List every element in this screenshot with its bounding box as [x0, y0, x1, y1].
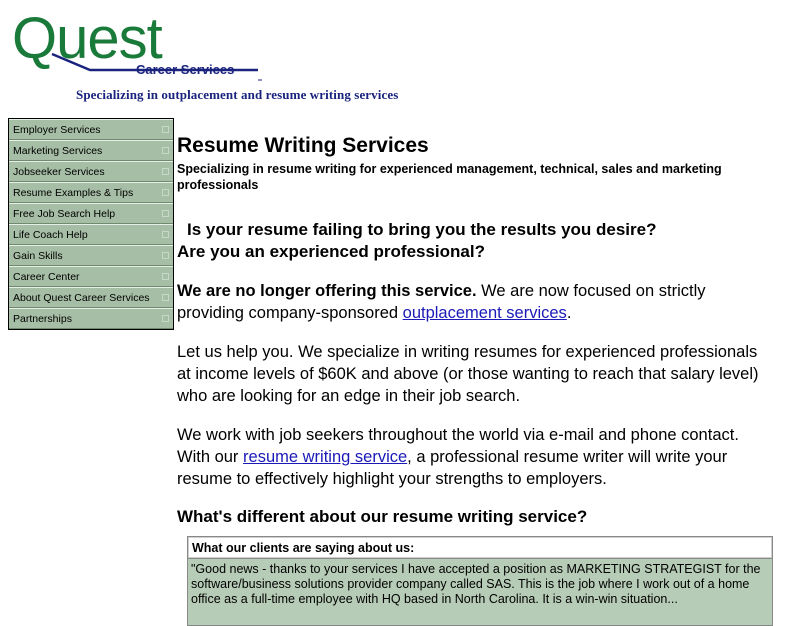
testimonial-box	[187, 536, 773, 626]
nav-item-label: Free Job Search Help	[13, 207, 116, 220]
nav-item-gain-skills[interactable]	[9, 245, 173, 266]
nav-item-label: Career Center	[13, 270, 80, 283]
main-content	[177, 133, 777, 528]
nav-item-resume-examples[interactable]	[9, 182, 173, 203]
sidebar-nav	[8, 118, 174, 330]
nav-item-about-quest[interactable]	[9, 287, 173, 308]
nav-item-employer-services[interactable]	[9, 119, 173, 140]
nav-arrow-icon	[162, 273, 169, 280]
nav-arrow-icon	[162, 294, 169, 301]
notice-bold: We are no longer offering this service.	[177, 282, 477, 300]
nav-item-label: Gain Skills	[13, 249, 63, 262]
nav-item-marketing-services[interactable]	[9, 140, 173, 161]
nav-item-partnerships[interactable]	[9, 308, 173, 329]
differences-heading: What's different about our resume writing service?	[177, 507, 588, 526]
logo-sub: Career Services	[136, 62, 235, 77]
notice-text: We are now focused on strictly providing company-sponsored	[177, 282, 706, 322]
logo-word: Quest	[12, 8, 162, 71]
nav-item-label: About Quest Career Services	[13, 291, 150, 304]
nav-item-label: Partnerships	[13, 312, 72, 325]
nav-item-label: Jobseeker Services	[13, 165, 105, 178]
intro-paragraph: Let us help you. We specialize in writing resumes for experienced professionals at income levels of $60K and above (or those wanting to reach that salary level) who are looking for an edge in their job search.	[177, 343, 759, 405]
nav-arrow-icon	[162, 147, 169, 154]
quest-logo-graphic	[12, 8, 262, 84]
nav-arrow-icon	[162, 189, 169, 196]
nav-arrow-icon	[162, 126, 169, 133]
contact-text-start: We work with job seekers throughout the world via e-mail and phone contact. With our	[177, 426, 739, 466]
nav-arrow-icon	[162, 315, 169, 322]
quest-logo[interactable]	[12, 8, 262, 84]
page-subtitle: Specializing in resume writing for experienced management, technical, sales and marketing professionals	[177, 162, 722, 192]
contact-paragraph	[177, 424, 772, 490]
nav-arrow-icon	[162, 168, 169, 175]
resume-writing-service-link[interactable]: resume writing service	[243, 448, 408, 466]
nav-arrow-icon	[162, 252, 169, 259]
tagline: Specializing in outplacement and resume writing services	[76, 87, 399, 102]
page-title: Resume Writing Services	[177, 134, 429, 157]
question-results: Is your resume failing to bring you the results you desire?	[187, 220, 657, 239]
contact-text-end: , a professional resume writer will write your resume to effectively highlight your strengths to employers.	[177, 448, 728, 488]
outplacement-services-link[interactable]: outplacement services	[402, 304, 567, 322]
service-notice	[177, 280, 772, 324]
nav-item-label: Employer Services	[13, 123, 101, 136]
nav-item-jobseeker-services[interactable]	[9, 161, 173, 182]
nav-arrow-icon	[162, 210, 169, 217]
testimonial-heading: What our clients are saying about us:	[188, 537, 772, 558]
nav-item-life-coach[interactable]	[9, 224, 173, 245]
nav-item-label: Marketing Services	[13, 144, 103, 157]
notice-end: .	[566, 304, 572, 322]
nav-item-career-center[interactable]	[9, 266, 173, 287]
nav-item-label: Life Coach Help	[13, 228, 88, 241]
nav-item-free-job-search[interactable]	[9, 203, 173, 224]
nav-item-label: Resume Examples & Tips	[13, 186, 134, 199]
testimonial-quote: "Good news - thanks to your services I have accepted a position as MARKETING STRATEGIST for the software/business solutions provider company called SAS. This is the job where I work out of a home office as a full-time employee with HQ based in North Carolina. It is a win-win situation...	[188, 558, 772, 625]
question-experienced: Are you an experienced professional?	[177, 242, 485, 261]
nav-arrow-icon	[162, 231, 169, 238]
